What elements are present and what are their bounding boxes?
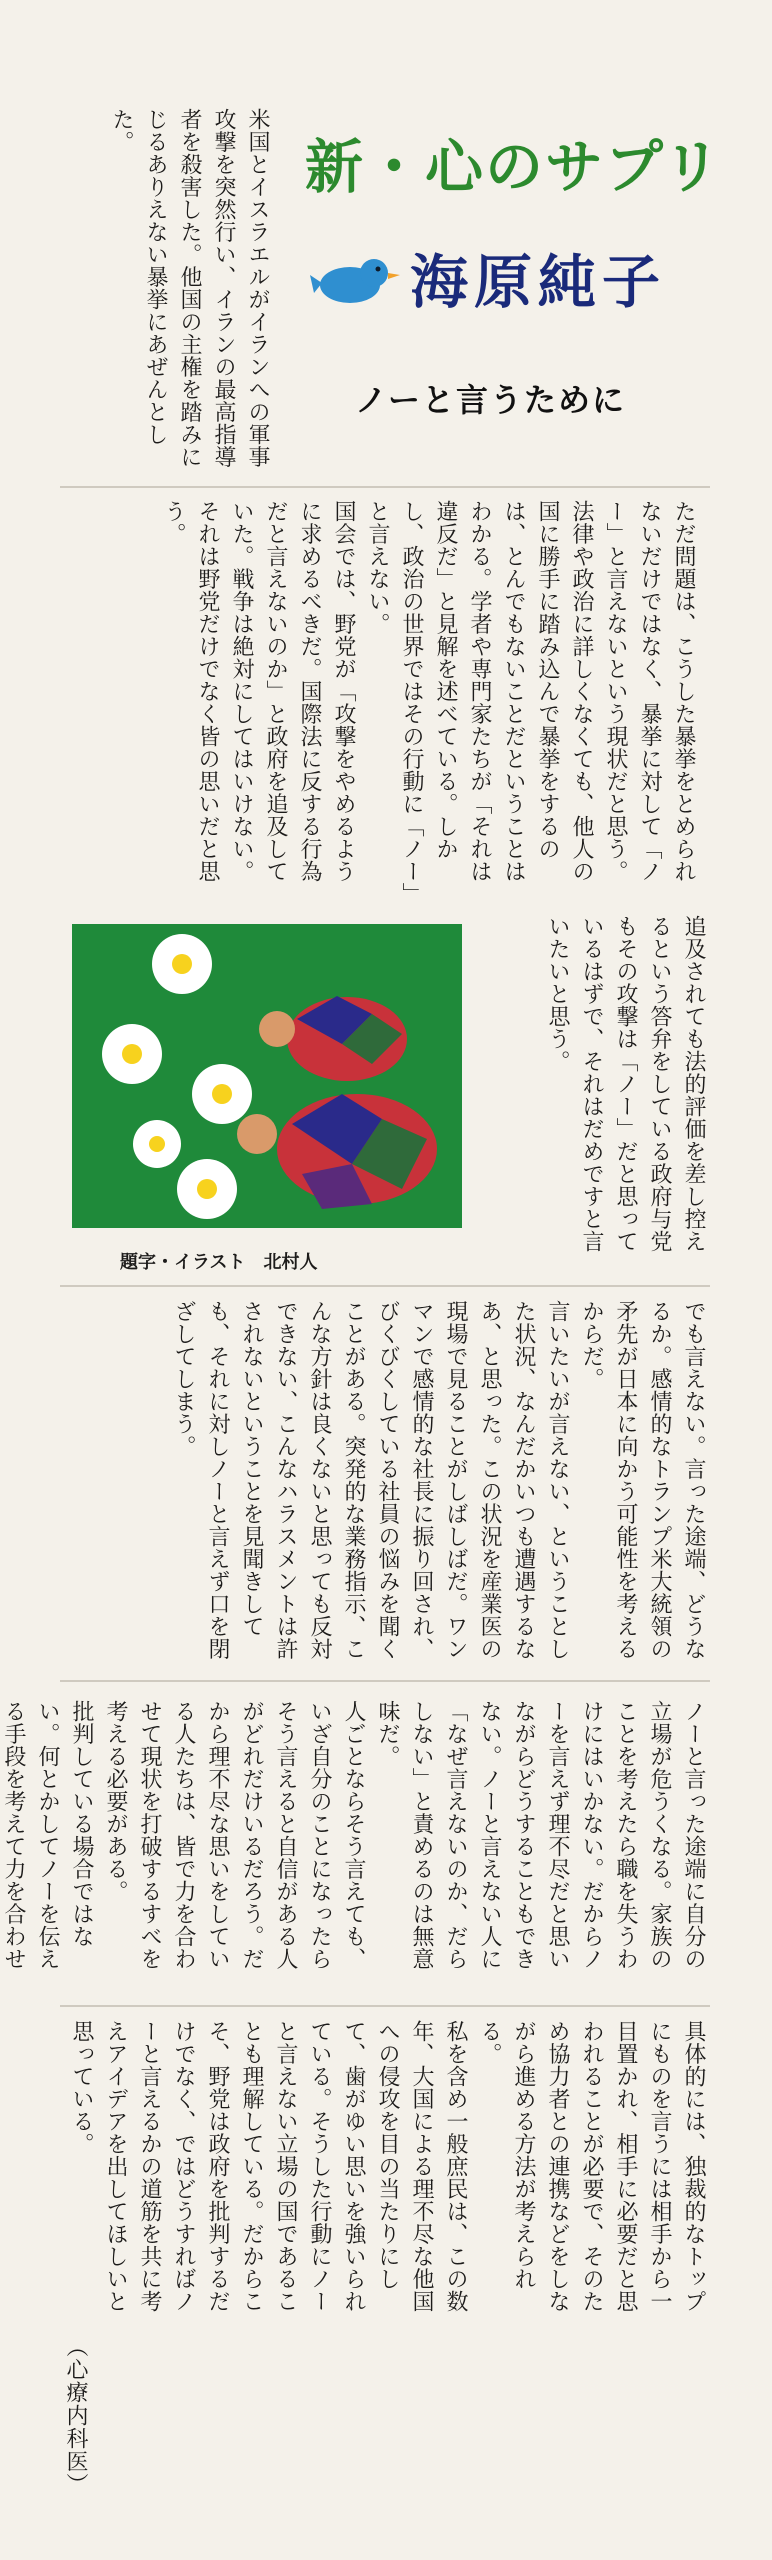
- paragraph: 言いたいが言えない、ということした状況、なんだかいつも遭遇するなあ、と思った。この状況を産業医の現場で見ることがしばしばだ。ワンマンで感情的な社長に振り回され、びくびくしている社員の悩みを聞くことがある。突発的な業務指示、こんな方針は良くないと思っても反対できない、こんなハラスメントは許されないということを見聞きしても、それに対しノーと言えず口を閉ざしてしまう。: [171, 1300, 570, 1660]
- body-block-4: [70, 1300, 710, 1660]
- body-block-5: [1, 1700, 710, 1990]
- series-title: 新・心のサプリ: [305, 133, 723, 201]
- lead-paragraph: [74, 108, 274, 468]
- paragraph: 私を含め一般庶民は、この数年、大国による理不尽な他国への侵攻を目の当たりにして、歯がゆい思いを強いられている。そうした行動にノーと言えない立場の国であることも理解している。だからこそ、野党は政府を批判するだけでなく、ではどうすればノーと言えるかの道筋を共に考えアイデアを出してほしいと思っている。: [69, 2020, 468, 2313]
- paragraph: 追及されても法的評価を差し控えるという答弁をしている政府与党もその攻撃は「ノー」だと思っているはずで、それはだめですと言いたいと思う。: [545, 915, 706, 1253]
- divider: [60, 1285, 710, 1287]
- paragraph: でも言えない。言った途端、どうなるか。感情的なトランプ米大統領の矛先が日本に向かう可能性を考えるからだ。: [579, 1300, 706, 1660]
- lead-text: 米国とイスラエルがイランへの軍事攻撃を突然行い、イランの最高指導者を殺害した。他国の主権を踏みにじるありえない暴挙にあぜんとした。: [109, 108, 270, 468]
- paragraph: 具体的には、独裁的なトップにものを言うには相手から一目置かれ、相手に必要だと思われることが必要で、そのため協力者との連携などをしながら進める方法が考えられる。: [477, 2020, 706, 2313]
- paragraph: ノーと言った途端に自分の立場が危うくなる。家族のことを考えたら職を失うわけにはいかない。だからノーを言えず理不尽だと思いながらどうすることもできない。ノーと言えない人に「なぜ言えないのか、だらしない」と責めるのは無意味だ。: [375, 1700, 706, 1970]
- body-block-3: [520, 915, 710, 1265]
- paragraph: 国会では、野党が「攻撃をやめるように求めるべきだ。国際法に反する行為だと言えないのか」と政府を追及していた。戦争は絶対にしてはいけない。それは野党だけでなく皆の思いだと思う。: [161, 500, 356, 883]
- article-headline: ノーと言うために: [355, 381, 627, 419]
- paragraph: ただ問題は、こうした暴挙をとめられないだけではなく、暴挙に対して「ノー」と言えないという現状だと思う。法律や政治に詳しくなくても、他人の国に勝手に踏み込んで暴挙をするのは、とんでもないことだということはわかる。学者や専門家たちが「それは違反だ」と見解を述べている。しかし、政治の世界ではその行動に「ノー」と言えない。: [365, 500, 696, 894]
- author-signature: （心療内科医）: [63, 2335, 88, 2496]
- body-block-2: [80, 500, 700, 900]
- body-block-6: [69, 2020, 710, 2320]
- divider: [60, 2005, 710, 2007]
- paragraph: 人ごとならそう言えても、いざ自分のことになったらそう言えると自信がある人がどれだけいるだろう。だから理不尽な思いをしている人たちは、皆で力を合わせて現状を打破するすべを考える必要がある。: [103, 1700, 366, 1970]
- blue-bird-icon: [310, 245, 400, 315]
- divider: [60, 1680, 710, 1682]
- turtles-illustration: [72, 924, 462, 1228]
- author-name: 海原純子: [410, 248, 667, 316]
- divider: [60, 486, 710, 488]
- illustration-credit: 題字・イラスト 北村人: [120, 1252, 318, 1273]
- paragraph: 批判している場合ではない。何とかしてノーを伝える手段を考えて力を合わせ: [1, 1700, 94, 1970]
